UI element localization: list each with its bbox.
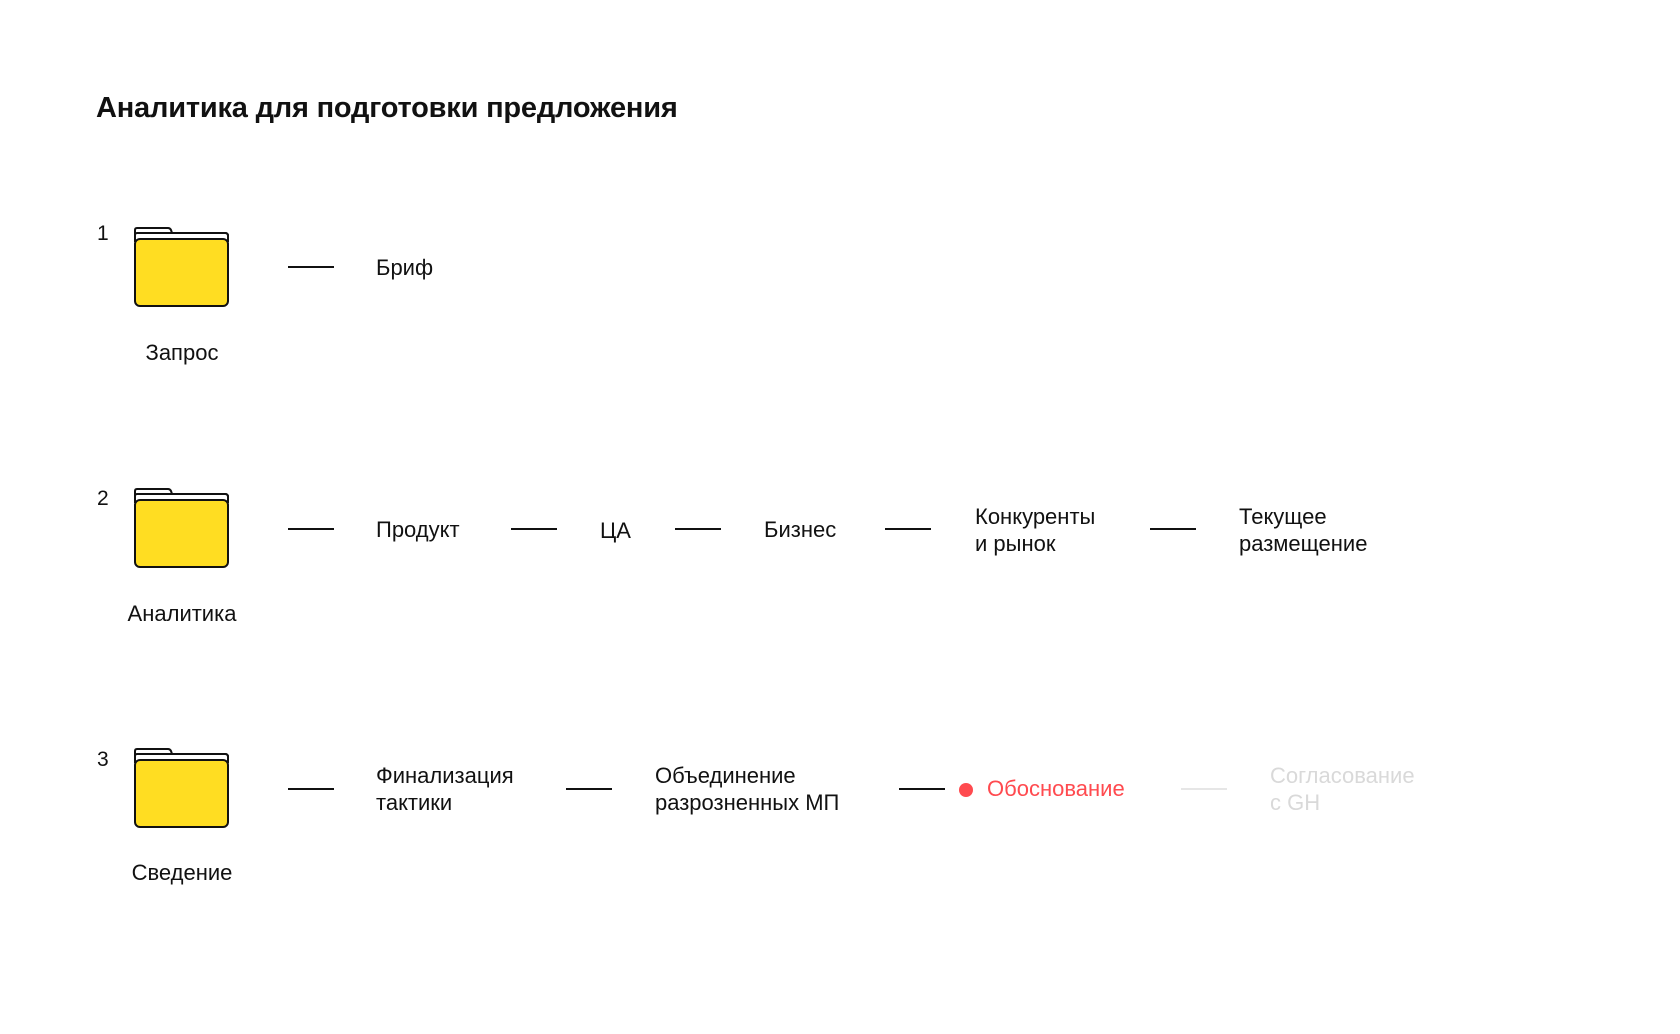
step-competitors: Конкуренты и рынок [975,504,1096,556]
active-step-dot [959,783,973,797]
stage-number: 2 [97,487,109,510]
step-audience: ЦА [600,518,631,543]
connector-line [885,528,931,530]
stage-label: Сведение [131,860,233,885]
step-approval-gh: Согласование с GH [1270,763,1415,815]
connector-line [899,788,945,790]
folder-icon [131,485,232,571]
stage-number: 1 [97,222,109,245]
step-current-placement: Текущее размещение [1239,504,1368,556]
folder-icon [131,745,232,831]
step-business: Бизнес [764,517,837,542]
connector-line [511,528,557,530]
connector-line [1181,788,1227,790]
step-brief: Бриф [376,255,434,280]
connector-line [1150,528,1196,530]
connector-line [288,266,334,268]
connector-line [675,528,721,530]
connector-line [566,788,612,790]
connector-line [288,788,334,790]
diagram-title: Аналитика для подготовки предложения [96,92,678,124]
stage-label: Запрос [145,340,219,365]
folder-icon [131,224,232,310]
connector-line [288,528,334,530]
step-justification: Обоснование [987,776,1125,801]
step-finalize-tactics: Финализация тактики [376,763,514,815]
step-product: Продукт [376,517,460,542]
stage-number: 3 [97,748,109,771]
stage-label: Аналитика [127,601,237,626]
step-merge-mp: Объединение разрозненных МП [655,763,840,815]
